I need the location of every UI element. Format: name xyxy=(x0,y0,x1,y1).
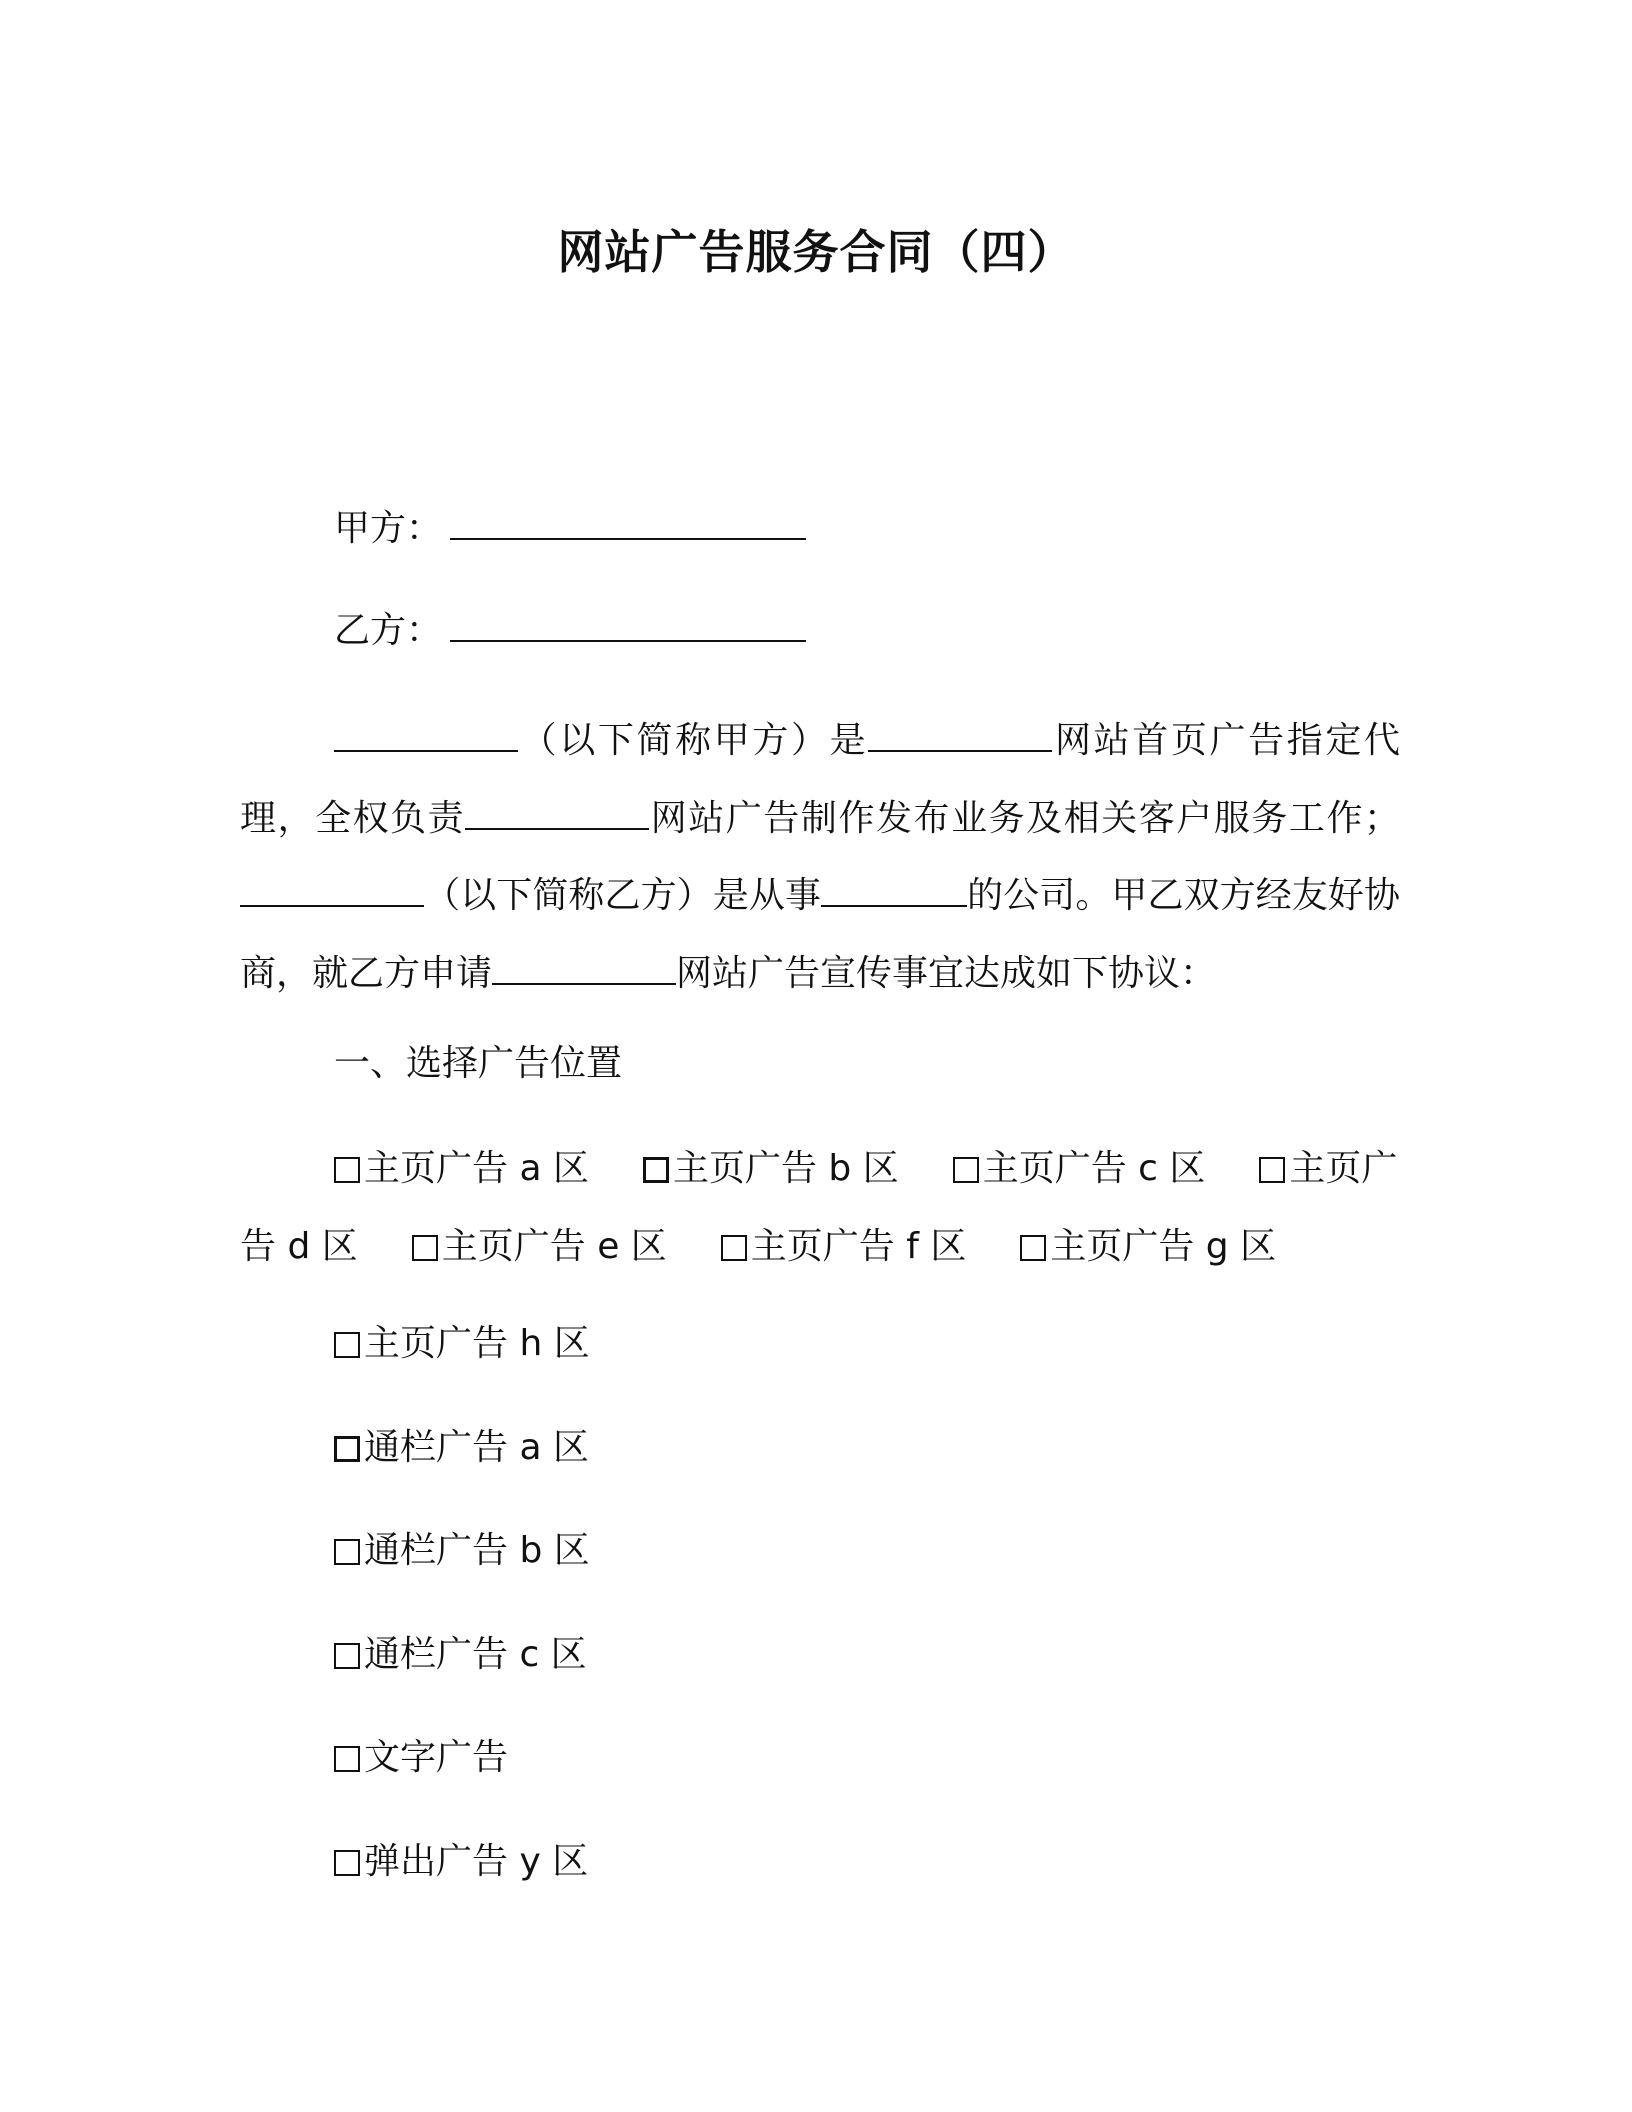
checkbox-icon[interactable] xyxy=(334,1332,360,1358)
option-homepage-h[interactable] xyxy=(334,1320,590,1368)
option-banner-a[interactable] xyxy=(334,1424,589,1472)
checkbox-icon[interactable] xyxy=(334,1436,360,1462)
intro-text-1: （以下简称甲方）是 xyxy=(518,720,869,761)
checkbox-icon[interactable] xyxy=(334,1850,360,1876)
option-homepage-g[interactable] xyxy=(1020,1226,1276,1267)
homepage-options xyxy=(240,1130,1400,1285)
option-label: 主页广告 e 区 xyxy=(441,1225,667,1267)
intro-paragraph xyxy=(240,702,1400,1012)
checkbox-icon[interactable] xyxy=(1020,1235,1046,1261)
party-a-line xyxy=(334,505,806,553)
party-a-blank[interactable] xyxy=(450,508,806,540)
option-label: 主页广告 h 区 xyxy=(364,1323,590,1364)
option-homepage-b[interactable] xyxy=(643,1148,899,1189)
option-label: 主页广告 f 区 xyxy=(750,1225,967,1267)
option-label: 通栏广告 a 区 xyxy=(364,1427,589,1468)
checkbox-icon[interactable] xyxy=(412,1235,438,1261)
checkbox-icon[interactable] xyxy=(334,1539,360,1565)
checkbox-icon[interactable] xyxy=(334,1746,360,1772)
party-b-line xyxy=(334,607,806,655)
option-label: 主页广告 g 区 xyxy=(1050,1225,1277,1267)
option-homepage-c[interactable] xyxy=(953,1148,1206,1189)
option-label: 主页广告 c 区 xyxy=(982,1148,1206,1189)
checkbox-icon[interactable] xyxy=(334,1643,360,1669)
checkbox-icon[interactable] xyxy=(721,1235,747,1261)
party-b-blank[interactable] xyxy=(450,610,806,642)
option-banner-b[interactable] xyxy=(334,1527,590,1575)
option-label: 通栏广告 b 区 xyxy=(364,1530,590,1571)
intro-text-2: 网站首页广告指定代理，全权负责 xyxy=(240,720,1400,839)
checkbox-icon[interactable] xyxy=(334,1157,360,1183)
blank-website-1[interactable] xyxy=(868,720,1052,752)
checkbox-icon[interactable] xyxy=(1259,1157,1285,1183)
document-title: 网站广告服务合同（四） xyxy=(557,225,1075,279)
blank-business[interactable] xyxy=(821,875,967,907)
option-label: 弹出广告 y 区 xyxy=(364,1841,589,1882)
intro-text-3: 网站广告制作发布业务及相关客户服务工作； xyxy=(649,797,1400,839)
blank-website-2[interactable] xyxy=(465,798,649,830)
option-homepage-f[interactable] xyxy=(721,1226,967,1267)
option-banner-c[interactable] xyxy=(334,1631,587,1679)
checkbox-icon[interactable] xyxy=(953,1157,979,1183)
party-a-label: 甲方： xyxy=(334,508,443,549)
option-homepage-d[interactable]: 主页广告 d 区 xyxy=(240,1148,1398,1267)
intro-text-5: 的公司。甲乙双方经友好协商，就乙方申请 xyxy=(240,875,1400,994)
section-1-heading: 一、选择广告位置 xyxy=(334,1043,623,1084)
option-label: 主页广告 b 区 xyxy=(672,1148,899,1189)
option-popup-y[interactable] xyxy=(334,1838,588,1886)
option-homepage-e[interactable] xyxy=(412,1226,667,1267)
party-b-label: 乙方： xyxy=(334,610,443,651)
blank-party-b-name[interactable] xyxy=(240,875,424,907)
option-label: 通栏广告 c 区 xyxy=(364,1634,587,1675)
intro-text-6: 网站广告宣传事宜达成如下协议： xyxy=(676,952,1217,994)
option-label: 文字广告 xyxy=(364,1737,509,1778)
intro-text-4: （以下简称乙方）是从事 xyxy=(424,875,821,916)
blank-party-a-name[interactable] xyxy=(334,720,518,752)
option-label: 主页广告 a 区 xyxy=(364,1148,589,1189)
checkbox-icon[interactable] xyxy=(643,1157,669,1183)
blank-website-3[interactable] xyxy=(492,953,676,985)
option-homepage-a[interactable] xyxy=(334,1148,589,1189)
option-text-ad[interactable] xyxy=(334,1734,508,1782)
